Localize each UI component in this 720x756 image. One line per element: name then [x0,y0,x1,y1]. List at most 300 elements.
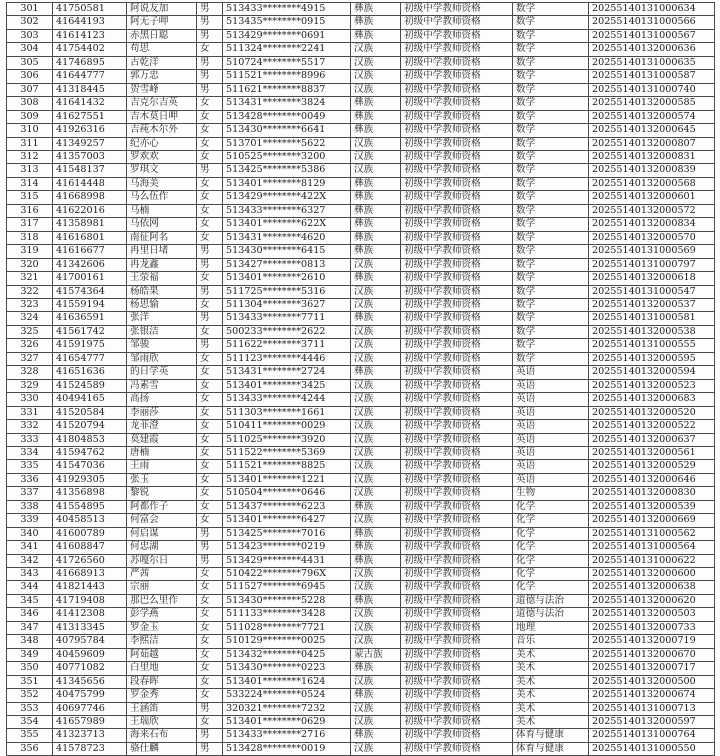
candidate-name: 的日学英 [127,366,197,379]
subject: 美术 [513,716,589,729]
table-row [7,648,715,661]
candidate-name: 高扬 [127,393,197,406]
qualification-type: 初级中学教师资格 [401,218,513,231]
qualification-type: 初级中学教师资格 [401,204,513,217]
id-number: 511522********5369 [223,446,351,459]
certificate-number: 20255140132000645 [589,124,715,137]
registration-number: 41591975 [53,339,127,352]
subject: 美术 [513,662,589,675]
ethnicity: 蒙古族 [351,648,401,661]
candidate-name: 黎锐 [127,487,197,500]
ethnicity: 汉族 [351,514,401,527]
row-number: 312 [7,150,53,163]
table-row [7,3,715,16]
ethnicity: 彝族 [351,500,401,513]
certificate-number: 20255140132000572 [589,204,715,217]
id-number: 510724********5517 [223,56,351,69]
ethnicity: 汉族 [351,460,401,473]
row-number: 323 [7,298,53,311]
table-row [7,177,715,190]
ethnicity: 汉族 [351,137,401,150]
ethnicity: 汉族 [351,621,401,634]
row-number: 335 [7,460,53,473]
certificate-number: 20255140132000538 [589,325,715,338]
qualification-type: 初级中学教师资格 [401,446,513,459]
registration-number: 41608847 [53,541,127,554]
registration-number: 41700161 [53,272,127,285]
certificate-number: 20255140132000570 [589,231,715,244]
certificate-number: 20255140132000537 [589,298,715,311]
subject: 数学 [513,258,589,271]
ethnicity: 汉族 [351,433,401,446]
row-number: 351 [7,675,53,688]
subject: 数学 [513,110,589,123]
subject: 数学 [513,177,589,190]
registration-number: 41548137 [53,164,127,177]
table-row [7,164,715,177]
id-number: 513433********4915 [223,3,351,16]
row-number: 345 [7,594,53,607]
qualification-type: 初级中学教师资格 [401,621,513,634]
ethnicity: 汉族 [351,635,401,648]
ethnicity: 汉族 [351,150,401,163]
ethnicity: 汉族 [351,325,401,338]
qualification-type: 初级中学教师资格 [401,339,513,352]
row-number: 353 [7,702,53,715]
registration-number: 41600789 [53,527,127,540]
certificate-number: 20255140131000550 [589,742,715,755]
certificate-number: 20255140132000670 [589,648,715,661]
table-row [7,460,715,473]
gender: 男 [197,541,223,554]
table-row [7,70,715,83]
id-number: 511304********3627 [223,298,351,311]
qualification-type: 初级中学教师资格 [401,379,513,392]
table-row [7,689,715,702]
gender: 男 [197,70,223,83]
id-number: 511133********3428 [223,608,351,621]
id-number: 513429********0691 [223,29,351,42]
qualification-type: 初级中学教师资格 [401,285,513,298]
ethnicity: 彝族 [351,97,401,110]
subject: 美术 [513,702,589,715]
registration-number: 41520794 [53,420,127,433]
certificate-number: 20255140132000733 [589,621,715,634]
gender: 男 [197,729,223,742]
registration-number: 41323713 [53,729,127,742]
ethnicity: 彝族 [351,29,401,42]
subject: 化学 [513,500,589,513]
ethnicity: 彝族 [351,218,401,231]
id-number: 513431********2724 [223,366,351,379]
table-row [7,500,715,513]
candidate-name: 马楠 [127,204,197,217]
candidate-name: 阿茹越 [127,648,197,661]
row-number: 307 [7,83,53,96]
subject: 数学 [513,272,589,285]
gender: 男 [197,554,223,567]
gender: 女 [197,608,223,621]
certificate-number: 20255140132000636 [589,43,715,56]
qualification-type: 初级中学教师资格 [401,554,513,567]
gender: 女 [197,568,223,581]
gender: 女 [197,204,223,217]
qualification-type: 初级中学教师资格 [401,3,513,16]
table-row [7,43,715,56]
candidate-name: 古乾洋 [127,56,197,69]
row-number: 337 [7,487,53,500]
subject: 数学 [513,164,589,177]
qualification-type: 初级中学教师资格 [401,594,513,607]
ethnicity: 汉族 [351,608,401,621]
table-body [7,3,715,756]
id-number: 513401********1624 [223,675,351,688]
subject: 美术 [513,648,589,661]
ethnicity: 彝族 [351,177,401,190]
gender: 男 [197,245,223,258]
row-number: 305 [7,56,53,69]
row-number: 355 [7,729,53,742]
subject: 数学 [513,231,589,244]
qualification-type: 初级中学教师资格 [401,43,513,56]
qualification-type: 初级中学教师资格 [401,325,513,338]
qualification-type: 初级中学教师资格 [401,568,513,581]
certificate-number: 20255140131000562 [589,527,715,540]
ethnicity: 汉族 [351,716,401,729]
qualification-type: 初级中学教师资格 [401,406,513,419]
id-number: 510504********0646 [223,487,351,500]
certificate-number: 20255140132000601 [589,191,715,204]
qualification-type: 初级中学教师资格 [401,150,513,163]
gender: 男 [197,742,223,755]
registration-number: 41750581 [53,3,127,16]
gender: 女 [197,124,223,137]
qualification-type: 初级中学教师资格 [401,366,513,379]
table-row [7,285,715,298]
table-row [7,258,715,271]
qualification-type: 初级中学教师资格 [401,352,513,365]
registration-number: 40475799 [53,689,127,702]
subject: 数学 [513,325,589,338]
subject: 数学 [513,150,589,163]
row-number: 332 [7,420,53,433]
subject: 体育与健康 [513,742,589,755]
id-number: 513430********5228 [223,594,351,607]
certificate-number: 20255140131000587 [589,70,715,83]
id-number: 513423********0219 [223,541,351,554]
table-row [7,662,715,675]
row-number: 301 [7,3,53,16]
subject: 道德与法治 [513,594,589,607]
row-number: 328 [7,366,53,379]
candidate-name: 阿说友加 [127,3,197,16]
id-number: 513431********3824 [223,97,351,110]
ethnicity: 彝族 [351,312,401,325]
registration-number: 41345656 [53,675,127,688]
ethnicity: 彝族 [351,3,401,16]
gender: 女 [197,689,223,702]
candidate-name: 何富会 [127,514,197,527]
candidate-name: 海来石布 [127,729,197,742]
id-number: 511303********1661 [223,406,351,419]
row-number: 314 [7,177,53,190]
certificate-number: 20255140132000585 [589,97,715,110]
candidate-name: 罗金玉 [127,621,197,634]
candidate-name: 张洋 [127,312,197,325]
registration-number: 40771082 [53,662,127,675]
id-number: 513435********0915 [223,16,351,29]
id-number: 511028********7721 [223,621,351,634]
gender: 男 [197,56,223,69]
registration-number: 40494165 [53,393,127,406]
registration-number: 41754402 [53,43,127,56]
certificate-number: 20255140131000564 [589,541,715,554]
table-row [7,137,715,150]
certificate-number: 20255140132000807 [589,137,715,150]
row-number: 308 [7,97,53,110]
candidate-name: 那巴么里作 [127,594,197,607]
certificate-number: 20255140131000634 [589,3,715,16]
gender: 女 [197,110,223,123]
candidate-name: 罗欢欢 [127,150,197,163]
table-row [7,729,715,742]
qualification-type: 初级中学教师资格 [401,298,513,311]
table-row [7,325,715,338]
id-number: 513428********0049 [223,110,351,123]
row-number: 350 [7,662,53,675]
table-row [7,379,715,392]
subject: 英语 [513,473,589,486]
candidate-name: 张玉 [127,473,197,486]
registration-number: 41627551 [53,110,127,123]
gender: 女 [197,366,223,379]
gender: 女 [197,420,223,433]
gender: 女 [197,43,223,56]
subject: 数学 [513,312,589,325]
registration-number: 41651636 [53,366,127,379]
registration-number: 41520584 [53,406,127,419]
subject: 化学 [513,527,589,540]
ethnicity: 彝族 [351,16,401,29]
subject: 数学 [513,83,589,96]
gender: 女 [197,446,223,459]
certificate-number: 20255140132000834 [589,218,715,231]
registration-number: 41657989 [53,716,127,729]
gender: 女 [197,433,223,446]
id-number: 513429********4431 [223,554,351,567]
gender: 男 [197,339,223,352]
row-number: 343 [7,568,53,581]
table-row [7,16,715,29]
candidate-name: 唐楠 [127,446,197,459]
subject: 数学 [513,298,589,311]
candidate-name: 吉木莫日呷 [127,110,197,123]
qualification-type: 初级中学教师资格 [401,56,513,69]
row-number: 315 [7,191,53,204]
id-number: 511123********4446 [223,352,351,365]
row-number: 346 [7,608,53,621]
id-number: 513433********2716 [223,729,351,742]
registration-number: 41668998 [53,191,127,204]
row-number: 356 [7,742,53,755]
gender: 女 [197,231,223,244]
candidate-name: 苟思 [127,43,197,56]
qualification-type: 初级中学教师资格 [401,164,513,177]
candidate-name: 李丽莎 [127,406,197,419]
table-row [7,110,715,123]
candidate-name: 王荥福 [127,272,197,285]
candidate-name: 冉龙鑫 [127,258,197,271]
certificate-number: 20255140132000529 [589,460,715,473]
row-number: 333 [7,433,53,446]
candidate-table [6,2,715,756]
registration-number: 41644777 [53,70,127,83]
table-row [7,541,715,554]
registration-number: 41412308 [53,608,127,621]
qualification-type: 初级中学教师资格 [401,689,513,702]
certificate-number: 20255140132000522 [589,420,715,433]
ethnicity: 汉族 [351,473,401,486]
qualification-type: 初级中学教师资格 [401,541,513,554]
row-number: 304 [7,43,53,56]
subject: 数学 [513,3,589,16]
candidate-name: 吉莼木尔外 [127,124,197,137]
candidate-name: 彭学燕 [127,608,197,621]
gender: 女 [197,594,223,607]
row-number: 326 [7,339,53,352]
registration-number: 40795784 [53,635,127,648]
id-number: 513433********6327 [223,204,351,217]
candidate-name: 赤黑日聪 [127,29,197,42]
candidate-name: 南征阿名 [127,231,197,244]
certificate-number: 20255140131000566 [589,16,715,29]
qualification-type: 初级中学教师资格 [401,662,513,675]
table-row [7,702,715,715]
table-row [7,204,715,217]
subject: 化学 [513,514,589,527]
registration-number: 41804853 [53,433,127,446]
candidate-name: 龙菲澄 [127,420,197,433]
id-number: 511521********8825 [223,460,351,473]
certificate-number: 20255140132000595 [589,352,715,365]
registration-number: 41614448 [53,177,127,190]
id-number: 513401********0629 [223,716,351,729]
table-row [7,554,715,567]
ethnicity: 汉族 [351,339,401,352]
qualification-type: 初级中学教师资格 [401,245,513,258]
candidate-name: 何启谋 [127,527,197,540]
ethnicity: 彝族 [351,689,401,702]
row-number: 302 [7,16,53,29]
candidate-name: 郭万忠 [127,70,197,83]
certificate-number: 20255140132000637 [589,433,715,446]
subject: 数学 [513,97,589,110]
qualification-type: 初级中学教师资格 [401,527,513,540]
gender: 女 [197,137,223,150]
row-number: 330 [7,393,53,406]
id-number: 510129********0025 [223,635,351,648]
registration-number: 41926316 [53,124,127,137]
id-number: 513401********1221 [223,473,351,486]
candidate-name: 李熙洁 [127,635,197,648]
candidate-name: 冯素雪 [127,379,197,392]
registration-number: 41616677 [53,245,127,258]
table-row [7,366,715,379]
row-number: 344 [7,581,53,594]
certificate-number: 20255140131000622 [589,554,715,567]
table-row [7,312,715,325]
ethnicity: 汉族 [351,420,401,433]
qualification-type: 初级中学教师资格 [401,487,513,500]
ethnicity: 汉族 [351,446,401,459]
subject: 音乐 [513,635,589,648]
table-row [7,581,715,594]
gender: 女 [197,150,223,163]
certificate-number: 20255140132000574 [589,110,715,123]
id-number: 511725********5316 [223,285,351,298]
certificate-number: 20255140132000717 [589,662,715,675]
gender: 男 [197,527,223,540]
ethnicity: 彝族 [351,272,401,285]
subject: 数学 [513,43,589,56]
id-number: 511324********2241 [223,43,351,56]
id-number: 513401********3425 [223,379,351,392]
subject: 数学 [513,124,589,137]
registration-number: 41358981 [53,218,127,231]
qualification-type: 初级中学教师资格 [401,393,513,406]
row-number: 349 [7,648,53,661]
registration-number: 41929305 [53,473,127,486]
row-number: 303 [7,29,53,42]
certificate-number: 20255140131000567 [589,29,715,42]
id-number: 511521********8996 [223,70,351,83]
candidate-name: 杨思愉 [127,298,197,311]
qualification-type: 初级中学教师资格 [401,608,513,621]
id-number: 511025********3920 [223,433,351,446]
qualification-type: 初级中学教师资格 [401,729,513,742]
id-number: 513433********7711 [223,312,351,325]
subject: 英语 [513,433,589,446]
ethnicity: 汉族 [351,70,401,83]
subject: 数学 [513,191,589,204]
ethnicity: 彝族 [351,729,401,742]
candidate-name: 贺雪峰 [127,83,197,96]
subject: 地理 [513,621,589,634]
id-number: 513701********5622 [223,137,351,150]
table-row [7,635,715,648]
table-row [7,527,715,540]
candidate-name: 白里地 [127,662,197,675]
qualification-type: 初级中学教师资格 [401,648,513,661]
ethnicity: 汉族 [351,742,401,755]
certificate-number: 20255140132000683 [589,393,715,406]
id-number: 513430********6641 [223,124,351,137]
row-number: 334 [7,446,53,459]
id-number: 513401********622X [223,218,351,231]
registration-number: 41559194 [53,298,127,311]
certificate-number: 20255140132000561 [589,446,715,459]
ethnicity: 汉族 [351,83,401,96]
registration-number: 41578723 [53,742,127,755]
table-row [7,594,715,607]
id-number: 513428********0019 [223,742,351,755]
candidate-name: 吉克尔吉英 [127,97,197,110]
row-number: 309 [7,110,53,123]
candidate-name: 阿无子呷 [127,16,197,29]
registration-number: 41349257 [53,137,127,150]
ethnicity: 汉族 [351,406,401,419]
table-row [7,150,715,163]
